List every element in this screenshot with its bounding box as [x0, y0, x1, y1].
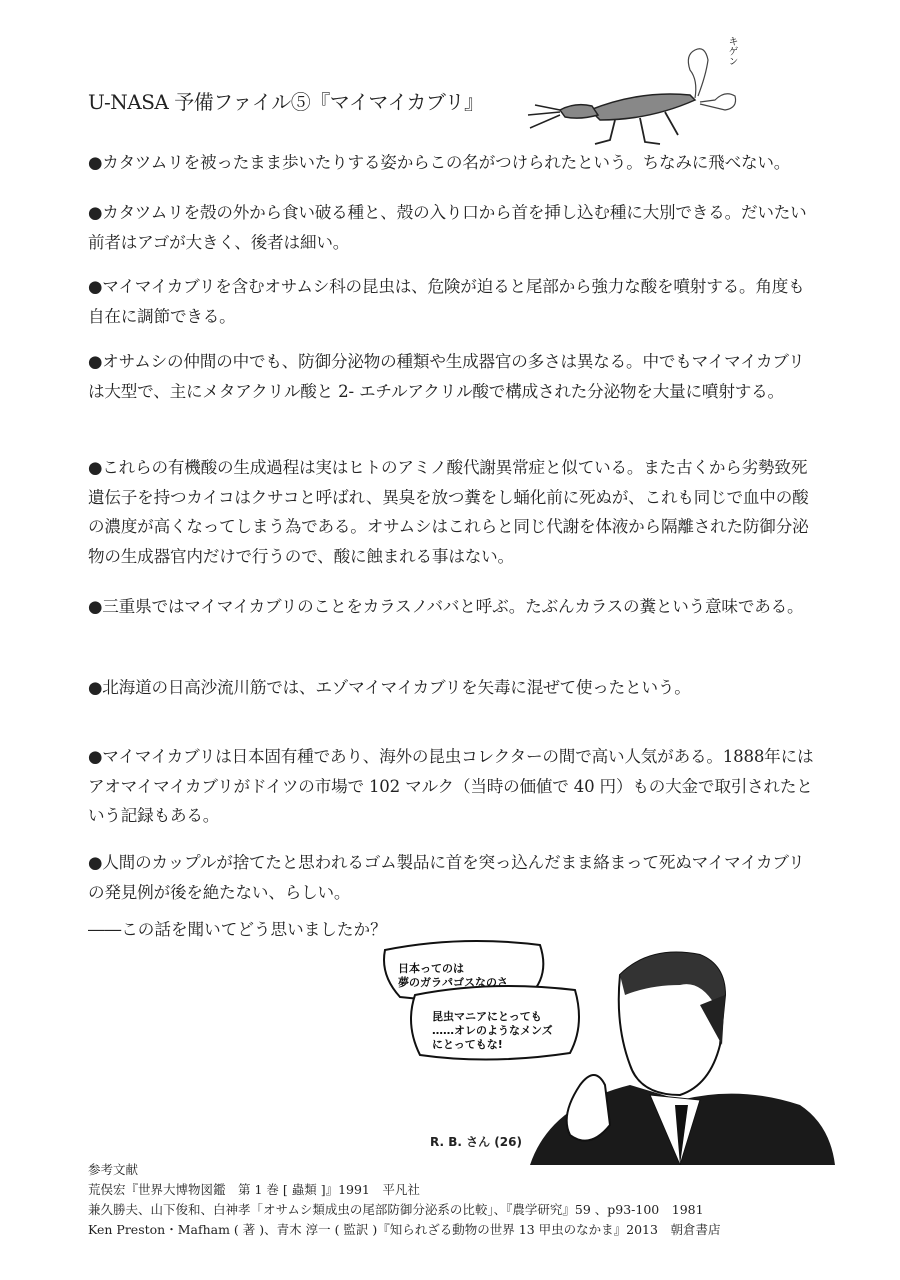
- references-heading: 参考文献: [88, 1162, 139, 1177]
- paragraph: ●三重県ではマイマイカブリのことをカラスノババと呼ぶ。たぶんカラスの糞という意味である。: [88, 597, 804, 616]
- reference-item: 兼久勝夫、山下俊和、白神孝「オサムシ類成虫の尾部防御分泌系の比較」、『農学研究』59 、p93-100 1981: [88, 1202, 704, 1217]
- interviewee-caption: R. B. さん (26): [430, 1135, 522, 1149]
- paragraph: ●オサムシの仲間の中でも、防御分泌物の種類や生成器官の多さは異なる。中でもマイマイカブリは大型で、主にメタアクリル酸と 2- エチルアクリル酸で構成された分泌物を大量に噴射する。: [88, 352, 805, 401]
- speech-bubble: 日本ってのは 夢のガラパゴスなのさ: [398, 962, 508, 989]
- references: [88, 1160, 720, 1240]
- paragraph: ●北海道の日高沙流川筋では、エゾマイマイカブリを矢毒に混ぜて使ったという。: [88, 678, 691, 697]
- interview-question: ――この話を聞いてどう思いましたか？: [88, 920, 387, 939]
- paragraph: ●カタツムリを被ったまま歩いたりする姿からこの名がつけられたという。ちなみに飛べない。: [88, 153, 791, 172]
- reference-item: 荒俣宏『世界大博物図鑑 第 1 巻 [ 蟲類 ]』1991 平凡社: [88, 1182, 420, 1197]
- reference-item: Ken Preston・Mafham ( 著 )、青木 淳一 ( 監訳 )『知られざる動物の世界 13 甲虫のなかま』2013 朝倉書店: [88, 1222, 721, 1237]
- paragraph: ●これらの有機酸の生成過程は実はヒトのアミノ酸代謝異常症と似ている。また古くから劣勢致死遺伝子を持つカイコはクサコと呼ばれ、異臭を放つ糞をし蛹化前に死ぬが、これも同じで血中の酸の濃度が高くなってしまう為である。オサムシはこれらと同じ代謝を体液から隔離された防御分泌物の生成器官内だけで行うので、酸に蝕まれる事はない。: [88, 458, 809, 566]
- paragraph: ●マイマイカブリは日本固有種であり、海外の昆虫コレクターの間で高い人気がある。1888年にはアオマイマイカブリがドイツの市場で 102 マルク（当時の価値で 40 円）もの大金で取引されたという記録もある。: [88, 747, 814, 825]
- paragraph: ●マイマイカブリを含むオサムシ科の昆虫は、危険が迫ると尾部から強力な酸を噴射する。角度も自在に調節できる。: [88, 277, 805, 326]
- paragraph: ●カタツムリを殻の外から食い破る種と、殻の入り口から首を挿し込む種に大別できる。だいたい前者はアゴが大きく、後者は細い。: [88, 203, 807, 252]
- speech-bubble: 昆虫マニアにとっても ……オレのようなメンズ にとってもな!: [432, 1010, 553, 1051]
- page-title: U-NASA 予備ファイル⑤『マイマイカブリ』: [88, 90, 484, 114]
- beetle-sound-effect: キゲン: [726, 36, 737, 66]
- paragraph: ●人間のカップルが捨てたと思われるゴム製品に首を突っ込んだまま絡まって死ぬマイマイカブリの発見例が後を絶たない、らしい。: [88, 853, 805, 902]
